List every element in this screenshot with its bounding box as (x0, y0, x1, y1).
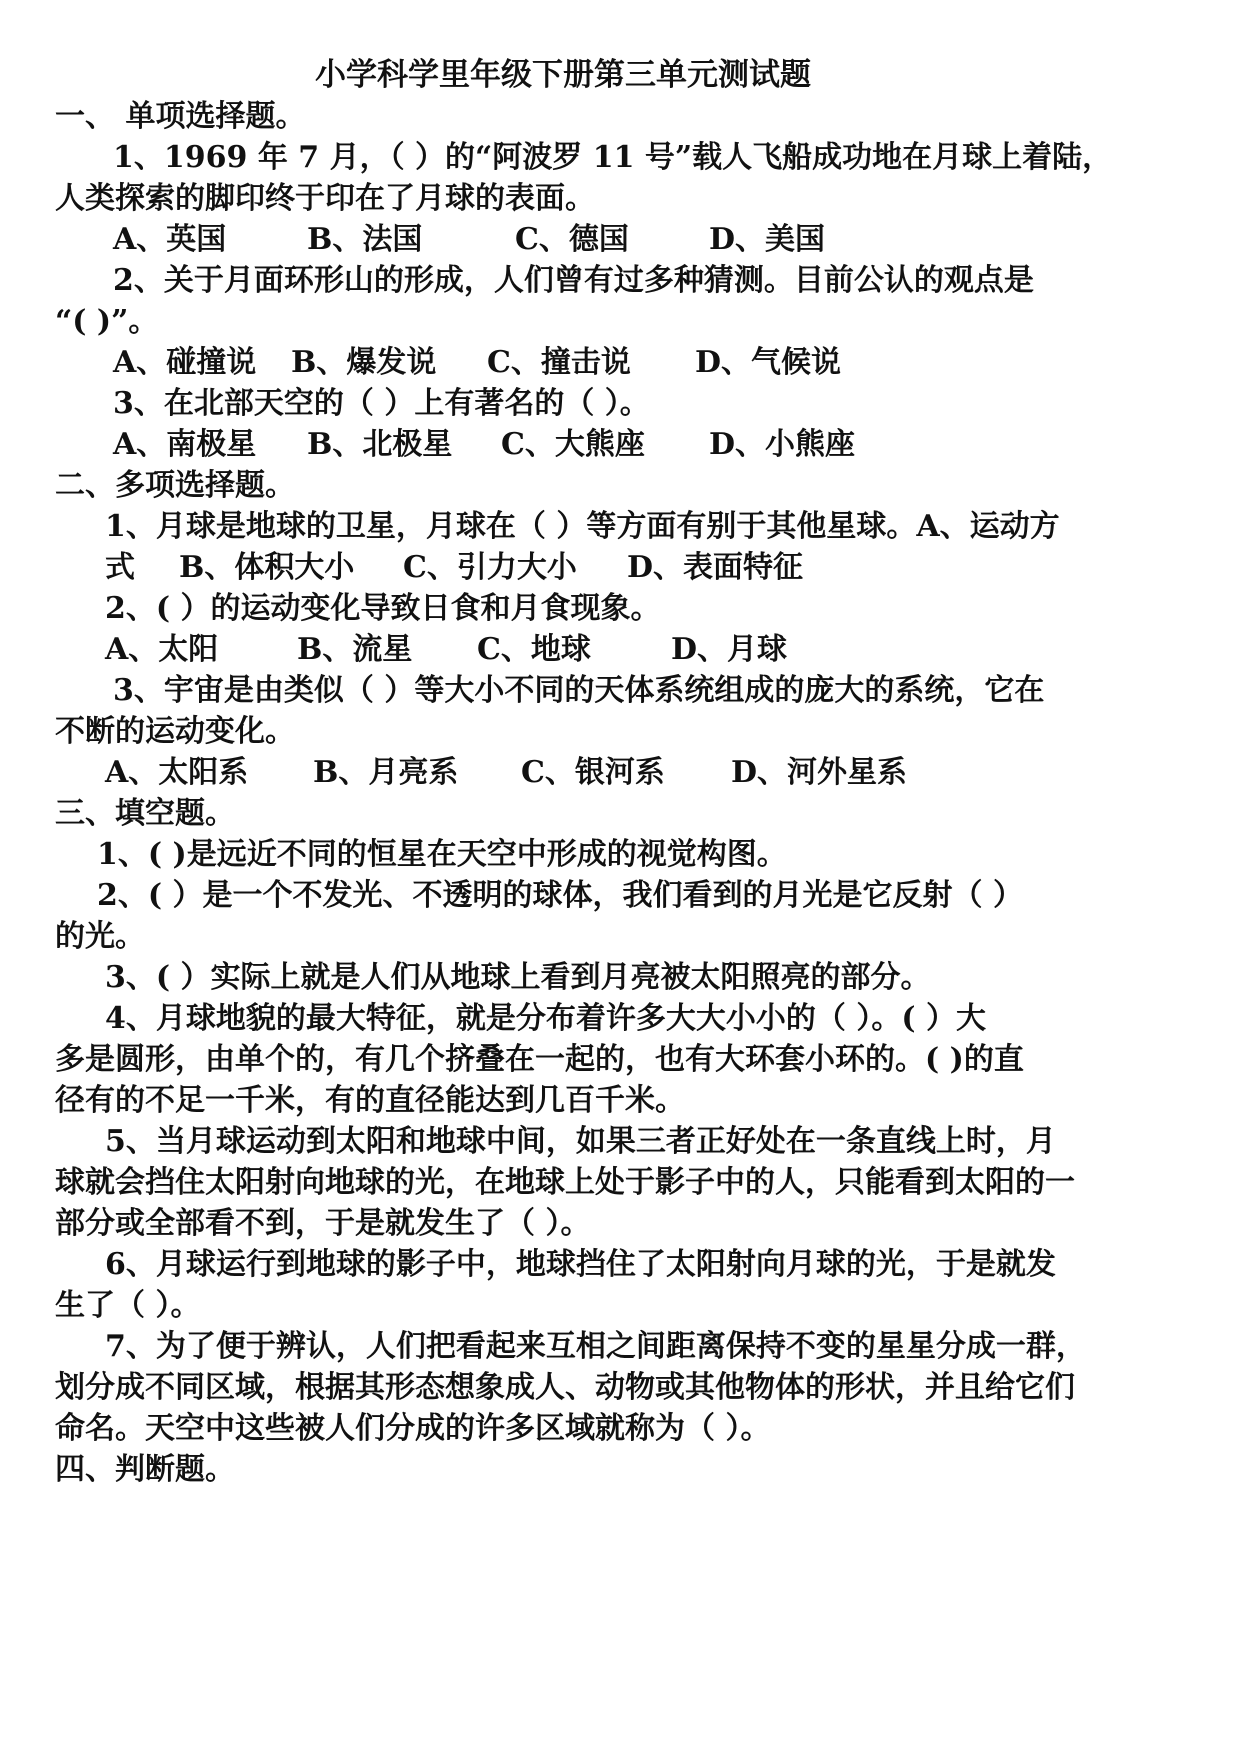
s1-q3-option-c: C、大熊座 (501, 427, 645, 462)
s3-q5-line1: 5、当月球运动到太阳和地球中间，如果三者正好处在一条直线上时，月 (105, 1124, 1056, 1159)
s2-q1-line1: 1、月球是地球的卫星，月球在（ ）等方面有别于其他星球。A、运动方 (105, 509, 1060, 544)
s1-q2-option-a: A、碰撞说 (113, 345, 257, 380)
s3-q6-line2: 生了（ ）。 (55, 1288, 201, 1323)
s1-q3-option-b: B、北极星 (307, 427, 453, 462)
s2-q1-line2-part1: 式 (105, 550, 135, 585)
s1-q1-line2: 人类探索的脚印终于印在了月球的表面。 (55, 181, 595, 216)
s1-q1-option-c: C、德国 (515, 222, 629, 257)
s2-q1-option-c: C、引力大小 (403, 550, 577, 585)
s1-q1-option-b: B、法国 (307, 222, 423, 257)
s1-q2-line1: 2、关于月面环形山的形成，人们曾有过多种猜测。目前公认的观点是 (113, 263, 1034, 298)
s2-q3-option-b: B、月亮系 (313, 755, 459, 790)
s2-q1-option-d: D、表面特征 (627, 550, 804, 585)
s3-q5-line3: 部分或全部看不到，于是就发生了（ ）。 (55, 1206, 591, 1241)
s3-q4-line3: 径有的不足一千米，有的直径能达到几百千米。 (55, 1083, 685, 1118)
s2-q3-option-c: C、银河系 (521, 755, 665, 790)
s2-q2-option-d: D、月球 (671, 632, 788, 667)
page-title: 小学科学里年级下册第三单元测试题 (315, 57, 811, 93)
s2-q2-option-c: C、地球 (477, 632, 591, 667)
s3-q3: 3、( ）实际上就是人们从地球上看到月亮被太阳照亮的部分。 (105, 960, 931, 995)
s3-q4-line1: 4、月球地貌的最大特征，就是分布着许多大大小小的（ ）。( ）大 (105, 1001, 986, 1036)
s2-q3-option-d: D、河外星系 (731, 755, 908, 790)
s3-q5-line2: 球就会挡住太阳射向地球的光，在地球上处于影子中的人，只能看到太阳的一 (55, 1165, 1075, 1200)
s2-q1-option-b: B、体积大小 (179, 550, 355, 585)
section-heading-fill-in: 三、填空题。 (55, 796, 235, 831)
s1-q3-option-d: D、小熊座 (709, 427, 856, 462)
s1-q1-line1: 1、1969 年 7 月，（ ）的“阿波罗 11 号”载人飞船成功地在月球上着陆， (113, 140, 1113, 175)
s3-q1: 1、( )是远近不同的恒星在天空中形成的视觉构图。 (97, 837, 787, 872)
section-heading-multiple-choice: 二、多项选择题。 (55, 468, 295, 503)
s2-q2-option-b: B、流星 (297, 632, 413, 667)
s1-q2-option-c: C、撞击说 (487, 345, 631, 380)
s3-q2-line2: 的光。 (55, 919, 145, 954)
s3-q7-line2: 划分成不同区域，根据其形态想象成人、动物或其他物体的形状，并且给它们 (55, 1370, 1075, 1405)
s3-q7-line3: 命名。天空中这些被人们分成的许多区域就称为（ ）。 (55, 1411, 771, 1446)
s2-q3-line1: 3、宇宙是由类似（ ）等大小不同的天体系统组成的庞大的系统，它在 (113, 673, 1045, 708)
s3-q7-line1: 7、为了便于辨认，人们把看起来互相之间距离保持不变的星星分成一群， (105, 1329, 1086, 1364)
s2-q3-line2: 不断的运动变化。 (55, 714, 295, 749)
s1-q2-option-d: D、气候说 (695, 345, 842, 380)
section-heading-true-false: 四、判断题。 (55, 1452, 235, 1487)
s1-q3-option-a: A、南极星 (113, 427, 257, 462)
section-heading-single-choice: 一、 单项选择题。 (55, 99, 306, 134)
s2-q2-line1: 2、( ）的运动变化导致日食和月食现象。 (105, 591, 661, 626)
s1-q3-line1: 3、在北部天空的（ ）上有著名的（ ）。 (113, 386, 650, 421)
s1-q1-option-d: D、美国 (709, 222, 826, 257)
s3-q6-line1: 6、月球运行到地球的影子中，地球挡住了太阳射向月球的光，于是就发 (105, 1247, 1056, 1282)
s2-q2-option-a: A、太阳 (105, 632, 219, 667)
s1-q2-option-b: B、爆发说 (291, 345, 437, 380)
s3-q2-line1: 2、( ）是一个不发光、不透明的球体，我们看到的月光是它反射（ ） (97, 878, 1023, 913)
s1-q1-option-a: A、英国 (113, 222, 227, 257)
s2-q3-option-a: A、太阳系 (105, 755, 249, 790)
s3-q4-line2: 多是圆形，由单个的，有几个挤叠在一起的，也有大环套小环的。( )的直 (55, 1042, 1024, 1077)
s1-q2-line2: “( )”。 (55, 304, 159, 339)
